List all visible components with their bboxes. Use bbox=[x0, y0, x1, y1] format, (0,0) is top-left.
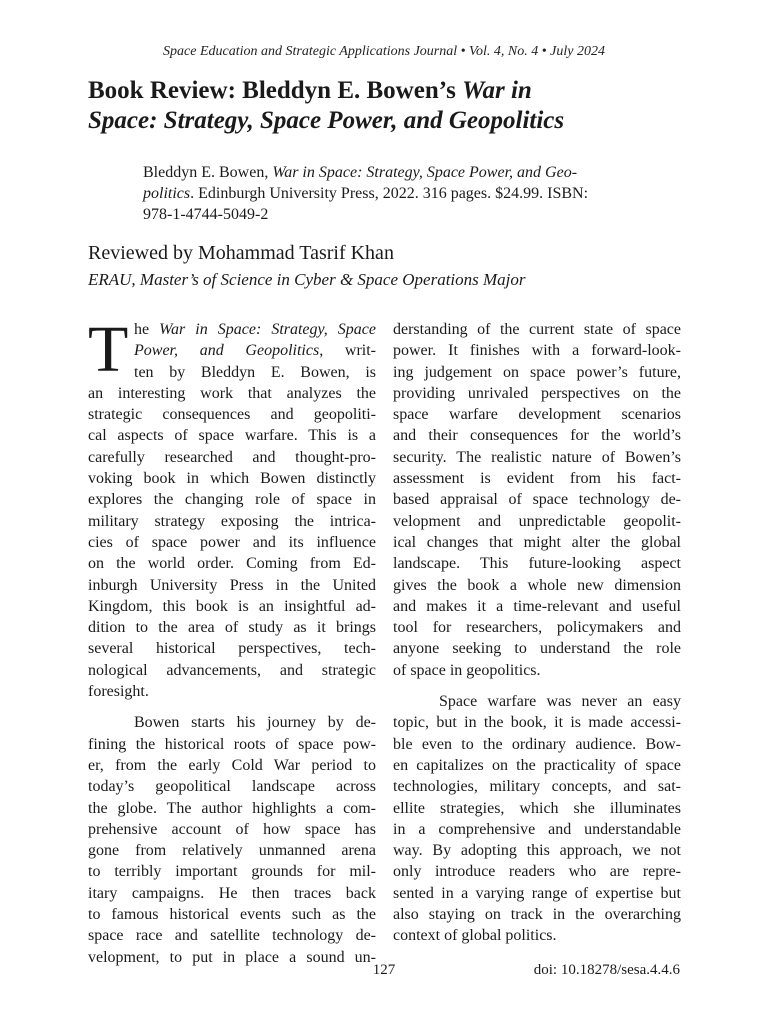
text-line: carefully researched and thought-pro- bbox=[88, 448, 376, 466]
text-line: space warfare development scenarios bbox=[393, 406, 681, 424]
doi-link[interactable]: doi: 10.18278/sesa.4.4.6 bbox=[533, 962, 680, 978]
text-line: cal aspects of space warfare. This is a bbox=[88, 427, 376, 445]
citation-author: Bleddyn E. Bowen, bbox=[143, 164, 273, 181]
text-run: Power, and Geopolitics bbox=[134, 342, 320, 360]
text-line: explores the changing role of space in bbox=[88, 491, 376, 509]
text-line: foresight. bbox=[88, 683, 149, 701]
text-line: ble even to the ordinary audience. Bow- bbox=[393, 735, 681, 753]
reviewer-byline: Reviewed by Mohammad Tasrif Khan bbox=[88, 242, 394, 264]
text-line: cies of space power and its influence bbox=[88, 533, 376, 551]
text-line: prehensive account of how space has bbox=[88, 820, 376, 838]
text-line: ing judgement on space power’s future, bbox=[393, 363, 681, 381]
text-line: strategic consequences and geopoliti- bbox=[88, 406, 376, 424]
text-line: space race and satellite technology de- bbox=[88, 927, 376, 945]
text-run: War in Space: Strategy, Space bbox=[159, 321, 376, 338]
text-run: he bbox=[134, 321, 160, 338]
text-line: fining the historical roots of space pow- bbox=[88, 735, 376, 753]
text-line: velopment and unpredictable geopolit- bbox=[393, 512, 681, 530]
text-line: ical changes that might alter the global bbox=[393, 533, 681, 551]
text-line: way. By adopting this approach, we not bbox=[393, 842, 681, 860]
text-line: er, from the early Cold War period to bbox=[88, 756, 376, 774]
text-line: nological advancements, and strategic bbox=[88, 661, 376, 679]
text-line: tool for researchers, policymakers and bbox=[393, 619, 681, 637]
page-number: 127 bbox=[372, 962, 396, 978]
title-book-line-2: Space: Strategy, Space Power, and Geopolitics bbox=[88, 107, 565, 134]
text-line: inburgh University Press in the United bbox=[88, 576, 376, 594]
citation-publisher-details: . Edinburgh University Press, 2022. 316 pages. $24.99. ISBN: bbox=[190, 185, 589, 202]
text-line: Space warfare was never an easy bbox=[439, 693, 681, 711]
body-column-right bbox=[393, 319, 681, 947]
text-line: based appraisal of space technology de- bbox=[393, 491, 681, 509]
text-line: and makes it a time-relevant and useful bbox=[393, 597, 681, 615]
article-title bbox=[88, 76, 688, 136]
text-line: Kingdom, this book is an insightful ad- bbox=[88, 597, 376, 615]
text-line: several historical perspectives, tech- bbox=[88, 640, 376, 658]
text-line: of space in geopolitics. bbox=[393, 661, 541, 679]
text-line: anyone seeking to understand the role bbox=[393, 640, 681, 658]
text-line: to famous historical events such as the bbox=[88, 906, 376, 924]
text-line: gone from relatively unmanned arena bbox=[88, 842, 376, 860]
text-line: landscape. This future-looking aspect bbox=[393, 555, 681, 573]
text-line: power. It finishes with a forward-look- bbox=[393, 342, 681, 360]
text-line: context of global politics. bbox=[393, 927, 557, 945]
title-book-line-1: War in bbox=[462, 77, 532, 104]
text-line: dition to the area of study as it brings bbox=[88, 619, 376, 637]
text-line: technologies, military concepts, and sat- bbox=[393, 778, 681, 796]
text-line: gives the book a whole new dimension bbox=[393, 576, 681, 594]
text-line: on the world order. Coming from Ed- bbox=[88, 555, 376, 573]
reviewer-affiliation: ERAU, Master’s of Science in Cyber & Space Operations Major bbox=[88, 270, 526, 289]
text-line: military strategy exposing the intrica- bbox=[88, 512, 376, 530]
drop-cap: T bbox=[88, 313, 129, 386]
text-run: , writ- bbox=[319, 342, 376, 360]
text-line: and their consequences for the world’s bbox=[393, 427, 681, 445]
text-line: derstanding of the current state of space bbox=[393, 321, 681, 338]
citation-book-title-cont: politics bbox=[143, 185, 191, 202]
text-line: assessment is evident from his fact- bbox=[393, 470, 681, 488]
citation-line bbox=[143, 183, 663, 204]
body-column-left bbox=[88, 313, 376, 968]
text-line: security. The realistic nature of Bowen’s bbox=[393, 448, 681, 466]
text-line: only introduce readers who are repre- bbox=[393, 863, 681, 881]
text-line: sented in a varying range of expertise but bbox=[393, 884, 681, 902]
text-line: to terribly important grounds for mil- bbox=[88, 863, 376, 881]
text-line: the globe. The author highlights a com- bbox=[88, 799, 376, 817]
text-line: velopment, to put in place a sound un- bbox=[88, 948, 376, 966]
citation-line bbox=[143, 162, 663, 183]
text-line: en capitalizes on the practicality of space bbox=[393, 756, 681, 774]
text-line: itary campaigns. He then traces back bbox=[88, 884, 376, 902]
title-prefix: Book Review: Bleddyn E. Bowen’s bbox=[88, 77, 463, 104]
text-line: in a comprehensive and understandable bbox=[393, 820, 681, 838]
text-line: providing unrivaled perspectives on the bbox=[393, 384, 681, 402]
paragraph-gap bbox=[88, 702, 376, 712]
paragraph-gap bbox=[393, 681, 681, 691]
text-line bbox=[88, 340, 376, 361]
running-header: Space Education and Strategic Applications Journal • Vol. 4, No. 4 • July 2024 bbox=[163, 44, 605, 59]
text-line: Bowen starts his journey by de- bbox=[134, 714, 376, 732]
text-line: ellite strategies, which she illuminates bbox=[393, 799, 681, 817]
text-line: today’s geopolitical landscape across bbox=[88, 778, 376, 796]
text-line: an interesting work that analyzes the bbox=[88, 384, 376, 402]
book-citation bbox=[143, 162, 663, 225]
text-line: also staying on track in the overarching bbox=[393, 906, 681, 924]
citation-isbn: 978-1-4744-5049-2 bbox=[143, 206, 269, 223]
text-line: voking book in which Bowen distinctly bbox=[88, 470, 376, 488]
text-line: topic, but in the book, it is made accessi- bbox=[393, 714, 681, 732]
text-line bbox=[88, 319, 376, 340]
citation-book-title: War in Space: Strategy, Space Power, and Geo- bbox=[272, 164, 578, 181]
text-line: ten by Bleddyn E. Bowen, is bbox=[134, 363, 376, 381]
